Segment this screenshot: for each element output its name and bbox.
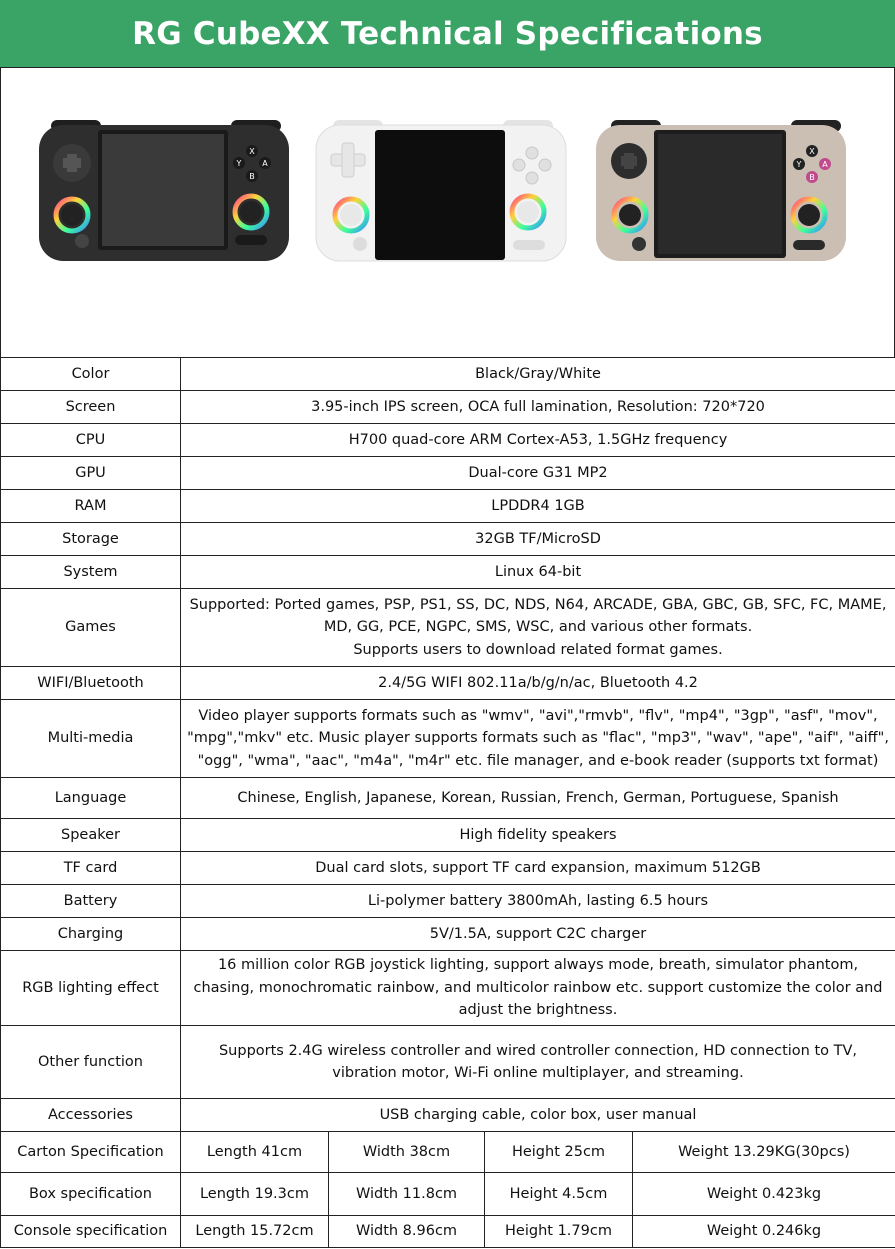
svg-text:B: B [809,173,815,182]
spec-label: RAM [1,490,181,523]
spec-label: Multi-media [1,700,181,778]
spec-value: 3.95-inch IPS screen, OCA full lamination, Resolution: 720*720 [181,391,895,424]
svg-text:Y: Y [796,160,802,169]
spec-label: WIFI/Bluetooth [1,667,181,700]
spec-value: 32GB TF/MicroSD [181,523,895,556]
svg-text:X: X [809,147,815,156]
spec-label: Color [1,358,181,391]
dimension-label: Box specification [1,1173,181,1216]
dimension-height: Height 1.79cm [485,1216,633,1248]
spec-row-tf-card [1,852,895,885]
spec-label: Charging [1,918,181,951]
console-gray-image [596,120,846,261]
dimension-weight: Weight 13.29KG(30pcs) [633,1132,895,1173]
svg-text:A: A [262,159,268,168]
spec-label: TF card [1,852,181,885]
spec-row-system [1,556,895,589]
spec-row-cpu [1,424,895,457]
title-banner [0,0,895,67]
spec-value: USB charging cable, color box, user manual [181,1099,895,1132]
spec-value: Black/Gray/White [181,358,895,391]
spec-value: Dual-core G31 MP2 [181,457,895,490]
spec-row-multimedia [1,700,895,778]
console-white-image [316,120,566,261]
spec-label: Screen [1,391,181,424]
spec-value: H700 quad-core ARM Cortex-A53, 1.5GHz frequency [181,424,895,457]
spec-value: Supported: Ported games, PSP, PS1, SS, DC, NDS, N64, ARCADE, GBA, GBC, GB, SFC, FC, MAME, MD, GG, PCE, NGPC, SMS, WSC, and various other formats. Supports users to download related format games. [181,589,895,667]
dimension-height: Height 25cm [485,1132,633,1173]
svg-text:Y: Y [236,159,242,168]
dimension-height: Height 4.5cm [485,1173,633,1216]
svg-text:B: B [249,172,255,181]
spec-row-ram [1,490,895,523]
dimension-label: Carton Specification [1,1132,181,1173]
spec-value: Dual card slots, support TF card expansion, maximum 512GB [181,852,895,885]
svg-text:A: A [822,160,828,169]
spec-label: Accessories [1,1099,181,1132]
spec-row-battery [1,885,895,918]
spec-row-other-function [1,1026,895,1099]
spec-label: Battery [1,885,181,918]
spec-row-screen [1,391,895,424]
spec-label: Other function [1,1026,181,1099]
spec-label: System [1,556,181,589]
spec-value: Li-polymer battery 3800mAh, lasting 6.5 hours [181,885,895,918]
product-image-area [0,67,895,358]
dimension-weight: Weight 0.246kg [633,1216,895,1248]
spec-label: RGB lighting effect [1,951,181,1026]
spec-row-accessories [1,1099,895,1132]
spec-label: Games [1,589,181,667]
spec-table [0,357,895,1248]
spec-value: 2.4/5G WIFI 802.11a/b/g/n/ac, Bluetooth 4.2 [181,667,895,700]
dimension-label: Console specification [1,1216,181,1248]
spec-row-storage [1,523,895,556]
spec-value: 16 million color RGB joystick lighting, support always mode, breath, simulator phantom, chasing, monochromatic rainbow, and multicolor rainbow etc. support customize the color and adjust the brightness. [181,951,895,1026]
spec-label: GPU [1,457,181,490]
spec-row-games [1,589,895,667]
dimension-length: Length 19.3cm [181,1173,329,1216]
dimension-length: Length 15.72cm [181,1216,329,1248]
spec-label: Speaker [1,819,181,852]
spec-value: LPDDR4 1GB [181,490,895,523]
dimension-weight: Weight 0.423kg [633,1173,895,1216]
spec-row-gpu [1,457,895,490]
dimension-row-box [1,1173,895,1216]
page-title: RG CubeXX Technical Specifications [132,15,763,52]
spec-value: Video player supports formats such as "wmv", "avi","rmvb", "flv", "mp4", "3gp", "asf", "mov", "mpg","mkv" etc. Music player supports formats such as "flac", "mp3", "wav", "ape", "aif", "aiff", "ogg", "wma", "aac", "m4a", "m4r" etc. file manager, and e-book reader (supports txt format) [181,700,895,778]
spec-row-rgb-lighting [1,951,895,1026]
dimension-width: Width 11.8cm [329,1173,485,1216]
spec-label: CPU [1,424,181,457]
spec-value: Linux 64-bit [181,556,895,589]
spec-row-charging [1,918,895,951]
dimension-width: Width 38cm [329,1132,485,1173]
spec-row-wifi-bluetooth [1,667,895,700]
spec-label: Language [1,778,181,819]
console-black-image [39,120,289,261]
spec-table-body [1,358,895,1248]
dimension-row-carton [1,1132,895,1173]
spec-value: Supports 2.4G wireless controller and wired controller connection, HD connection to TV, vibration motor, Wi-Fi online multiplayer, and streaming. [181,1026,895,1099]
spec-label: Storage [1,523,181,556]
spec-value: Chinese, English, Japanese, Korean, Russian, French, German, Portuguese, Spanish [181,778,895,819]
svg-text:X: X [249,147,255,156]
console-illustrations [1,68,894,358]
spec-value: 5V/1.5A, support C2C charger [181,918,895,951]
spec-row-color [1,358,895,391]
dimension-width: Width 8.96cm [329,1216,485,1248]
dimension-row-console [1,1216,895,1248]
spec-row-language [1,778,895,819]
dimension-length: Length 41cm [181,1132,329,1173]
spec-value: High fidelity speakers [181,819,895,852]
spec-row-speaker [1,819,895,852]
